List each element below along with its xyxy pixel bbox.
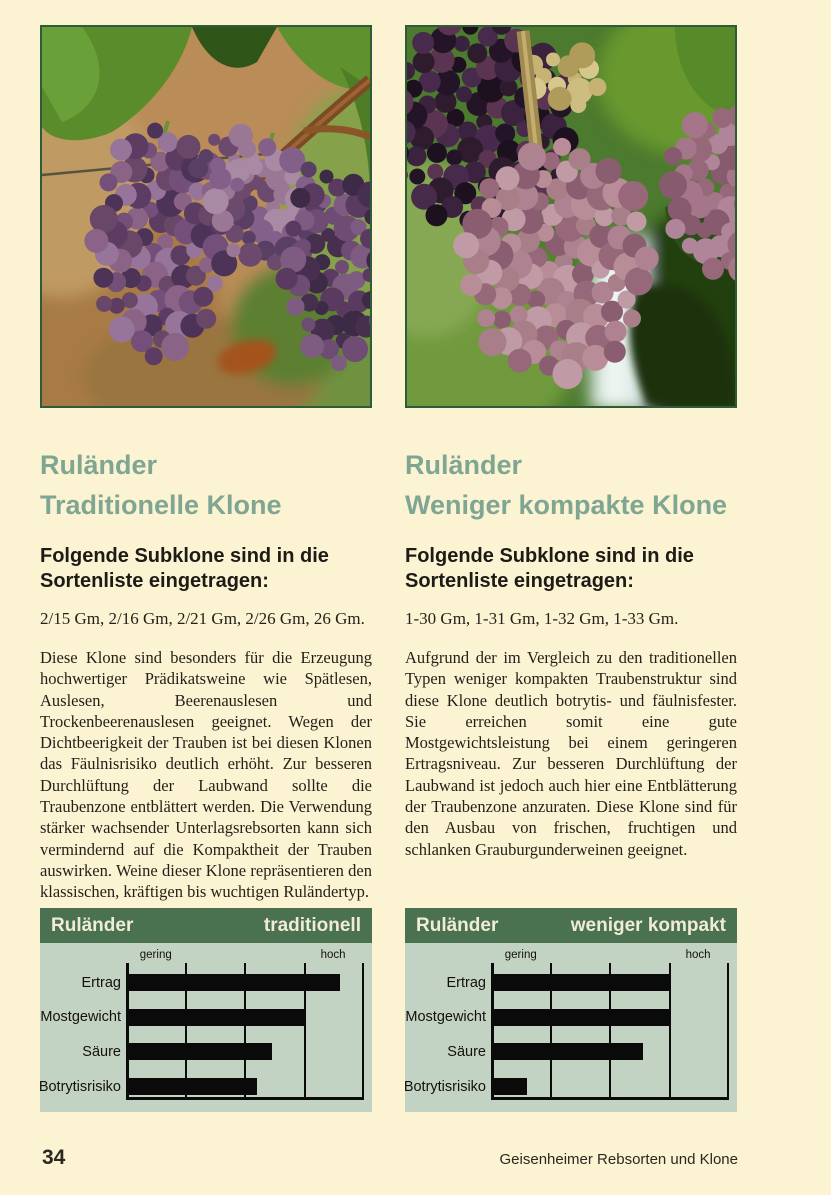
scale-min-label: gering: [139, 949, 172, 961]
scale-max-label: hoch: [685, 949, 711, 961]
bar-ertrag: [126, 974, 340, 991]
category-labels: [405, 963, 491, 1100]
bar-botrytisrisiko: [126, 1078, 257, 1095]
category-label: Botrytisrisiko: [38, 1078, 121, 1095]
scale-row: [126, 949, 364, 963]
category-label: Mostgewicht: [40, 1009, 121, 1026]
category-label: Mostgewicht: [405, 1009, 486, 1026]
clone-list: 2/15 Gm, 2/16 Gm, 2/21 Gm, 2/26 Gm, 26 Gm.: [40, 609, 365, 628]
chart-traditionell: [40, 908, 372, 1112]
column-traditionell: [40, 25, 372, 908]
bar-botrytisrisiko: [491, 1078, 527, 1095]
subheading: Folgende Subklone sind in die Sortenliste eingetragen:: [40, 545, 329, 592]
category-label: Botrytisrisiko: [403, 1078, 486, 1095]
plot-row: [405, 963, 729, 1100]
chart-title-left: Ruländer: [51, 914, 134, 936]
chart-body: [405, 943, 737, 1112]
chart-title-left: Ruländer: [416, 914, 499, 936]
scale-min-label: gering: [504, 949, 537, 961]
category-label: Ertrag: [81, 974, 121, 991]
chart-weniger-kompakt: [405, 908, 737, 1112]
page-number: 34: [42, 1146, 66, 1169]
category-labels: [40, 963, 126, 1100]
grape-photo-weniger-kompakt-image: [407, 27, 735, 406]
column-heading: [40, 445, 372, 525]
grape-photo-traditionell-image: [42, 27, 370, 406]
chart-title-right: traditionell: [263, 914, 361, 936]
heading-line2: Weniger kompakte Klone: [405, 490, 728, 520]
page-content: [40, 25, 737, 1112]
category-label: Ertrag: [446, 974, 486, 991]
bar-säure: [126, 1043, 272, 1060]
bar-mostgewicht: [126, 1009, 305, 1026]
bar-ertrag: [491, 974, 670, 991]
footer-title: Geisenheimer Rebsorten und Klone: [499, 1151, 738, 1168]
plot-area: [126, 963, 364, 1100]
scale-row: [491, 949, 729, 963]
heading-line2: Traditionelle Klone: [40, 490, 282, 520]
scale-max-label: hoch: [320, 949, 346, 961]
heading-line1: Ruländer: [40, 450, 158, 480]
category-label: Säure: [447, 1043, 486, 1060]
heading-line1: Ruländer: [405, 450, 523, 480]
column-heading: [405, 445, 737, 525]
chart-title-right: weniger kompakt: [570, 914, 726, 936]
plot-row: [40, 963, 364, 1100]
plot-area: [491, 963, 729, 1100]
chart-body: [40, 943, 372, 1112]
bar-mostgewicht: [491, 1009, 670, 1026]
clone-list: 1-30 Gm, 1-31 Gm, 1-32 Gm, 1-33 Gm.: [405, 609, 679, 628]
body-paragraph: Diese Klone sind besonders für die Erzeugung hochwertiger Prädikatsweine wie Spätlesen, Auslesen, Beerenauslesen und Trockenbeerenauslesen geeignet. Wegen der Dichtbeerigkeit der Trauben ist bei diesen Klonen das Fäulnisrisiko deutlich erhöht. Zur besseren Durchlüftung der Laubwand sollte die Traubenzone entblättert werden. Die Verwendung stärker wachsender Unterlagsrebsorten kann sich vermindernd auf die Kompaktheit der Trauben auswirken. Weine dieser Klone repräsentieren den klassischen, kräftigen bis wuchtigen Ruländertyp.: [40, 648, 372, 902]
category-label: Säure: [82, 1043, 121, 1060]
gridline: [727, 963, 729, 1100]
subheading: Folgende Subklone sind in die Sortenliste eingetragen:: [405, 545, 694, 592]
chart-header: [405, 908, 737, 943]
grape-photo-traditionell: [40, 25, 372, 408]
body-paragraph: Aufgrund der im Vergleich zu den traditionellen Typen weniger kompakten Traubenstruktur sind diese Klone deutlich botrytis- und fäulnisfester. Sie erreichen somit eine gute Mostgewichtsleistung bei einem geringeren Ertragsniveau. Zur besseren Durchlüftung der Laubwand ist jedoch auch hier eine Entblätterung der Traubenzone anzuraten. Diese Klone sind für den Ausbau von frischen, fruchtigen und schlanken Grauburgunderweinen geeignet.: [405, 648, 737, 859]
bar-säure: [491, 1043, 643, 1060]
gridline: [362, 963, 364, 1100]
grape-photo-weniger-kompakt: [405, 25, 737, 408]
column-weniger-kompakt: [405, 25, 737, 908]
chart-header: [40, 908, 372, 943]
